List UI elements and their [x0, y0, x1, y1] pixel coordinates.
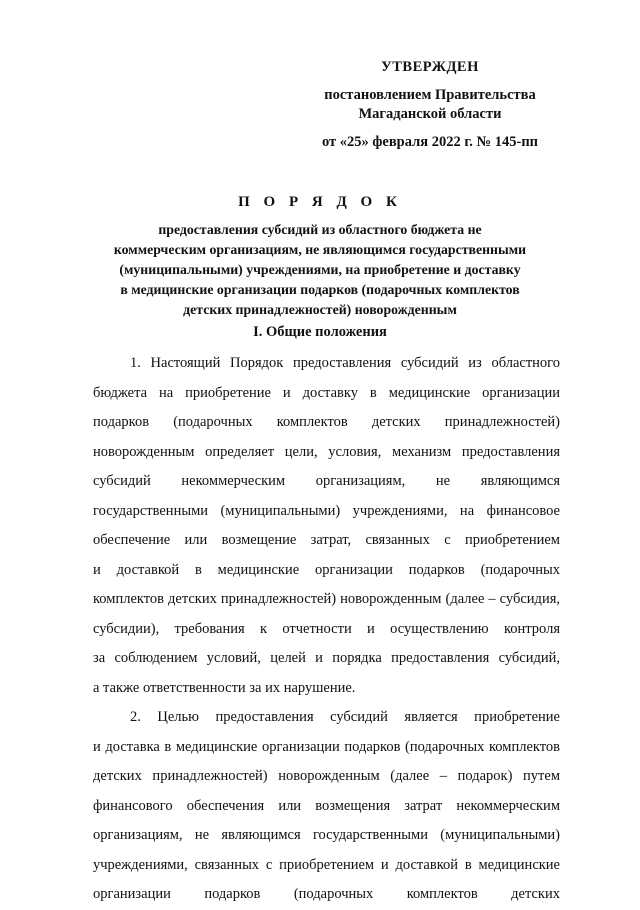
- subtitle-line: детских принадлежностей) новорожденным: [183, 302, 457, 317]
- paragraph-line: и доставка в медицинские организации подарков (подарочных комплектов: [93, 738, 560, 755]
- paragraph-line: организации подарков (подарочных комплектов детских: [93, 886, 560, 902]
- approval-date-number: от «25» февраля 2022 г. № 145-пп: [321, 134, 539, 150]
- paragraph-line: государственными (муниципальными) учреждениями, на финансовое: [93, 502, 560, 519]
- subtitle-line: в медицинские организации подарков (подарочных комплектов: [120, 282, 520, 297]
- approval-line-1: постановлением Правительства: [324, 87, 536, 103]
- paragraph-line: обеспечение или возмещение затрат, связанных с приобретением: [93, 532, 560, 548]
- subtitle-line: предоставления субсидий из областного бюджета не: [158, 222, 482, 237]
- paragraph-line: и доставкой в медицинские организации подарков (подарочных: [93, 561, 560, 578]
- section-heading: I. Общие положения: [253, 324, 387, 340]
- paragraph-line: детских принадлежностей) новорожденным (далее – подарок) путем: [93, 768, 560, 784]
- paragraph-line: 1. Настоящий Порядок предоставления субсидий из областного: [130, 355, 560, 371]
- subtitle-line: (муниципальными) учреждениями, на приобретение и доставку: [119, 262, 521, 277]
- paragraph-line: учреждениями, связанных с приобретением и доставкой в медицинские: [93, 856, 560, 873]
- paragraph-line: 2. Целью предоставления субсидий является приобретение: [130, 709, 560, 725]
- document-subtitle: [100, 220, 540, 320]
- document-title: П О Р Я Д О К: [238, 194, 402, 210]
- approved-label: УТВЕРЖДЕН: [381, 59, 479, 75]
- paragraph-line: субсидии), требования к отчетности и осуществлению контроля: [93, 620, 560, 637]
- paragraph-line: комплектов детских принадлежностей) новорожденным (далее – субсидия,: [93, 591, 560, 607]
- paragraph-line: организациям, не являющимся государственными (муниципальными): [93, 827, 560, 843]
- paragraph-line: новорожденным определяет цели, условия, механизм предоставления: [93, 443, 560, 460]
- paragraph-line: а также ответственности за их нарушение.: [93, 679, 356, 696]
- paragraph-line: субсидий некоммерческим организациям, не являющимся: [93, 473, 560, 489]
- subtitle-line: коммерческим организациям, не являющимся государственными: [113, 242, 527, 257]
- paragraph-line: подарков (подарочных комплектов детских принадлежностей): [93, 414, 560, 430]
- approval-stamp: [305, 58, 555, 152]
- paragraph-line: за соблюдением условий, целей и порядка предоставления субсидий,: [93, 650, 560, 666]
- paragraph-line: бюджета на приобретение и доставку в медицинские организации: [93, 384, 560, 401]
- document-body: [93, 349, 560, 910]
- approval-line-2: Магаданской области: [358, 106, 502, 122]
- paragraph-line: финансового обеспечения или возмещения затрат некоммерческим: [93, 797, 560, 814]
